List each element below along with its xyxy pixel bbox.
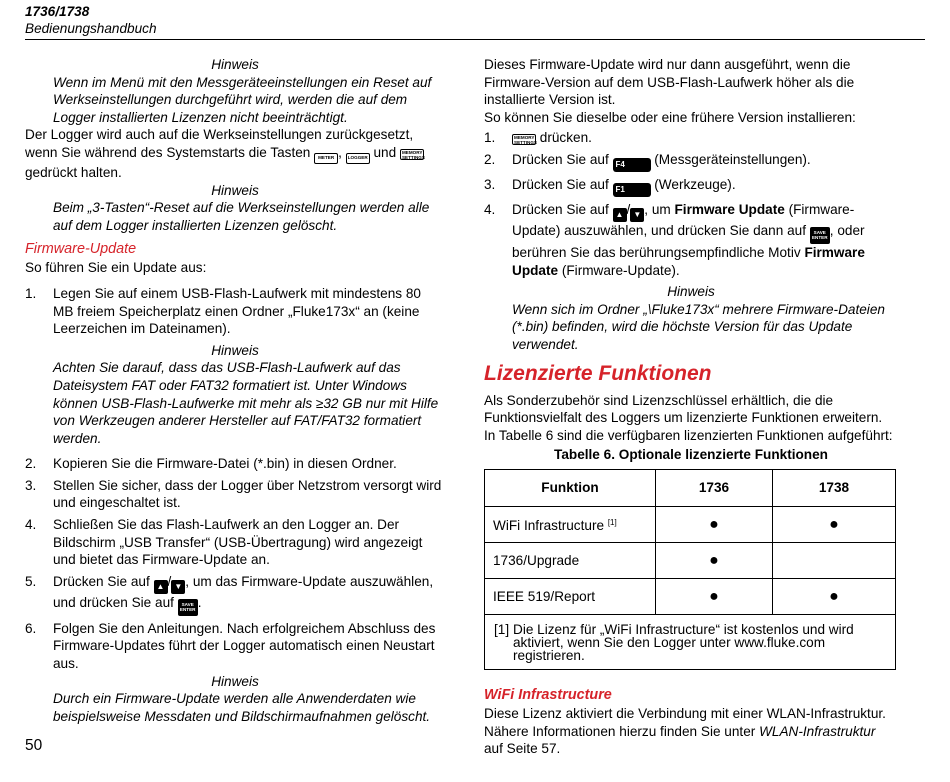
note-body: Wenn im Menü mit den Messgeräteeinstellungen ein Reset auf Werkseinstellungen durchgeführt wird, werden die auf dem Logger installierten Lizenzen nicht beeinträchtigt. bbox=[53, 74, 432, 125]
logger-key-icon: LOGGER bbox=[346, 153, 370, 164]
table-cell: ● bbox=[773, 506, 896, 542]
save-enter-key-icon: SAVE ENTER bbox=[178, 599, 198, 616]
step-text: , oder berühren Sie das berührungsempfindliche Motiv bbox=[512, 222, 865, 260]
list-item bbox=[25, 516, 445, 569]
step-text: Stellen Sie sicher, dass der Logger über Netzstrom versorgt wird und eingeschaltet ist. bbox=[53, 477, 442, 511]
memory-settings-key-icon: MEMORY SETTINGS bbox=[514, 135, 537, 146]
step-text: Legen Sie auf einem USB-Flash-Laufwerk mit mindestens 80 MB freiem Speicherplatz einen Ordner „Fluke173x“ an (keine Leerzeichen im Dateinamen). bbox=[53, 285, 421, 337]
step-number: 4. bbox=[484, 201, 496, 217]
table-cell-name: IEEE 519/Report bbox=[485, 578, 656, 614]
footnote-ref: [1] bbox=[607, 518, 617, 528]
step-number: 3. bbox=[484, 176, 496, 192]
note-title: Hinweis bbox=[211, 342, 259, 358]
header-rule bbox=[25, 39, 925, 40]
step-number: 3. bbox=[25, 477, 37, 493]
table-title: Tabelle 6. Optionale lizenzierte Funktionen bbox=[554, 447, 828, 463]
list-item bbox=[25, 285, 445, 338]
slash: / bbox=[167, 573, 172, 589]
and-text: und bbox=[369, 144, 400, 160]
period: . bbox=[197, 594, 202, 610]
arrow-up-icon: ▲ bbox=[613, 208, 627, 222]
license-table bbox=[484, 469, 896, 670]
step-text: , um das Firmware-Update auszuwählen, und drücken Sie auf bbox=[53, 573, 434, 610]
note-title: Hinweis bbox=[211, 57, 259, 72]
step-number: 4. bbox=[25, 517, 37, 533]
reset-paragraph bbox=[25, 126, 445, 181]
memory-settings-key-icon: MEMORY SETTINGS bbox=[401, 149, 425, 160]
table-cell bbox=[773, 542, 896, 578]
reset-text-end: gedrückt halten. bbox=[25, 164, 122, 180]
list-item bbox=[484, 201, 898, 279]
note-body: Achten Sie darauf, dass das USB-Flash-Laufwerk auf das Dateisystem FAT oder FAT32 formatiert ist. Unter Windows können USB-Flash-Laufwerke mit mehr als ≥32 GB nur mit Hilfe von Werkzeugen anderer Hersteller auf FAT/FAT32 formatiert werden. bbox=[53, 360, 439, 446]
list-item bbox=[25, 477, 445, 512]
step-number: 6. bbox=[25, 620, 37, 636]
firmware-update-heading: Firmware-Update bbox=[25, 241, 137, 258]
step-number: 2. bbox=[484, 151, 496, 167]
table-cell: ● bbox=[773, 578, 896, 614]
arrow-down-icon: ▼ bbox=[630, 208, 644, 222]
comma: , bbox=[338, 144, 342, 160]
header-title: Bedienungshandbuch bbox=[25, 21, 157, 36]
table-header-cell: 1738 bbox=[773, 469, 896, 506]
table-cell-name: WiFi Infrastructure [1] bbox=[485, 506, 656, 542]
f4-key-icon: F4 bbox=[613, 158, 651, 172]
arrow-up-icon: ▲ bbox=[154, 580, 168, 594]
table-footnote-row bbox=[485, 614, 896, 669]
slash: / bbox=[626, 201, 631, 217]
step-text: (Firmware-Update). bbox=[558, 262, 680, 278]
bold-term: Firmware Update bbox=[674, 201, 785, 217]
firmware-intro: So führen Sie ein Update aus: bbox=[25, 260, 207, 276]
arrow-down-icon: ▼ bbox=[171, 580, 185, 594]
table-footnote bbox=[485, 614, 896, 669]
save-enter-key-icon: SAVE ENTER bbox=[810, 227, 830, 244]
meter-key-icon: METER bbox=[314, 153, 338, 164]
wifi-paragraph: Diese Lizenz aktiviert die Verbindung mit einer WLAN-Infrastruktur. Nähere Informationen hierzu finden Sie unter WLAN-Infrastruktur auf Seite 57. bbox=[484, 705, 886, 757]
step-text: Drücken Sie auf bbox=[53, 573, 150, 589]
note-title: Hinweis bbox=[211, 182, 259, 198]
f1-key-icon: F1 bbox=[613, 183, 651, 197]
table-row bbox=[485, 578, 896, 614]
left-column bbox=[25, 56, 445, 725]
table-row bbox=[485, 506, 896, 542]
note-title: Hinweis bbox=[211, 673, 259, 689]
table-cell: ● bbox=[656, 506, 773, 542]
step-number: 1. bbox=[484, 130, 496, 146]
list-item bbox=[484, 176, 898, 197]
list-item bbox=[484, 151, 898, 172]
page-number: 50 bbox=[25, 737, 43, 754]
reset-text: Der Logger wird auch auf die Werkseinstellungen zurückgesetzt, wenn Sie während des Systemstarts die Tasten bbox=[25, 127, 414, 160]
step-text: Drücken Sie auf bbox=[512, 201, 609, 217]
table-cell: ● bbox=[656, 542, 773, 578]
step-text: Kopieren Sie die Firmware-Datei (*.bin) in diesen Ordner. bbox=[53, 456, 397, 472]
right-column bbox=[484, 56, 898, 758]
table-row bbox=[485, 542, 896, 578]
step-text: drücken. bbox=[536, 130, 592, 146]
wifi-infrastructure-heading: WiFi Infrastructure bbox=[484, 686, 612, 703]
note-body: Wenn sich im Ordner „\Fluke173x“ mehrere Firmware-Dateien (*.bin) befinden, wird die höchste Version für das Update verwendet. bbox=[512, 301, 885, 352]
install-intro: So können Sie dieselbe oder eine frühere Version installieren: bbox=[484, 109, 856, 125]
header-model: 1736/1738 bbox=[25, 4, 90, 19]
licensed-paragraph: Als Sonderzubehör sind Lizenzschlüssel erhältlich, die die Funktionsvielfalt des Loggers um lizenzierte Funktionen erweitern. bbox=[484, 392, 883, 426]
step-text: Schließen Sie das Flash-Laufwerk an den Logger an. Der Bildschirm „USB Transfer“ (USB-Übertragung) wird angezeigt und bietet das Firmware-Update an. bbox=[53, 517, 423, 568]
step-text: Drücken Sie auf bbox=[512, 151, 609, 167]
licensed-features-heading: Lizenzierte Funktionen bbox=[484, 361, 712, 385]
list-item bbox=[25, 620, 445, 673]
step-text: Drücken Sie auf bbox=[512, 176, 609, 192]
footnote-mark: [1] bbox=[494, 621, 510, 637]
step-number: 1. bbox=[25, 285, 37, 301]
table-cell: ● bbox=[656, 578, 773, 614]
table-header-cell: 1736 bbox=[656, 469, 773, 506]
firmware-paragraph: Dieses Firmware-Update wird nur dann ausgeführt, wenn die Firmware-Version auf dem USB-Flash-Laufwerk höher als die installierte Version ist. bbox=[484, 57, 855, 108]
note-body: Beim „3-Tasten“-Reset auf die Werkseinstellungen werden alle auf dem Logger installierten Lizenzen gelöscht. bbox=[53, 200, 430, 233]
step-text: (Werkzeuge). bbox=[650, 176, 736, 192]
licensed-paragraph-table-ref: In Tabelle 6 sind die verfügbaren lizenzierten Funktionen aufgeführt: bbox=[484, 427, 893, 443]
note-title: Hinweis bbox=[667, 284, 715, 300]
page-header bbox=[25, 3, 157, 37]
list-item bbox=[484, 129, 898, 147]
list-item bbox=[25, 573, 445, 616]
footnote-text: Die Lizenz für „WiFi Infrastructure“ ist kostenlos und wird aktiviert, wenn Sie den Logger unter www.fluke.com registrieren. bbox=[513, 621, 854, 663]
step-text: Folgen Sie den Anleitungen. Nach erfolgreichem Abschluss des Firmware-Updates führt der Logger automatisch einen Neustart aus. bbox=[53, 620, 436, 672]
step-number: 5. bbox=[25, 573, 37, 589]
step-text: (Messgeräteinstellungen). bbox=[650, 151, 811, 167]
list-item bbox=[25, 455, 445, 473]
step-text: , um bbox=[644, 201, 675, 217]
step-text: (Firmware-Update) auszuwählen, und drücken Sie dann auf bbox=[512, 201, 855, 238]
table-cell-name: 1736/Upgrade bbox=[485, 542, 656, 578]
note-body: Durch ein Firmware-Update werden alle Anwenderdaten wie beispielsweise Messdaten und Bildschirmaufnahmen gelöscht. bbox=[53, 691, 431, 724]
step-number: 2. bbox=[25, 456, 37, 472]
table-header-row bbox=[485, 469, 896, 506]
bold-term: Firmware Update bbox=[512, 244, 865, 278]
table-header-cell: Funktion bbox=[485, 469, 656, 506]
wlan-infrastructure-link[interactable]: WLAN-Infrastruktur bbox=[759, 723, 876, 739]
